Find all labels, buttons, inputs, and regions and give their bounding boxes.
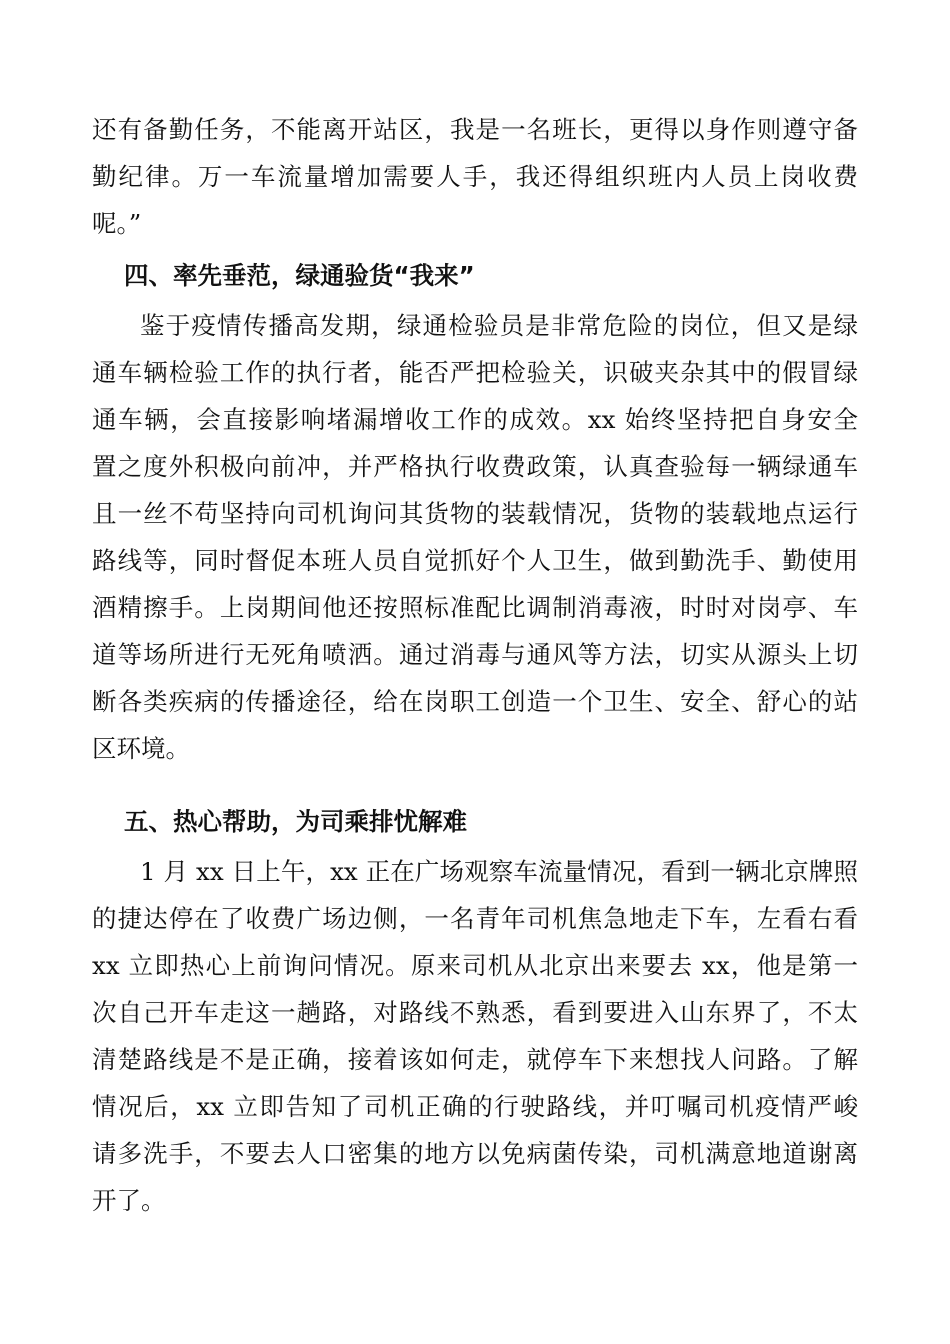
paragraph-line: 鉴于疫情传播高发期，绿通检验员是非常危险的岗位，但又是绿 bbox=[140, 311, 858, 340]
paragraph-line: 1 月 xx 日上午，xx 正在广场观察车流量情况，看到一辆北京牌照 bbox=[140, 857, 858, 886]
paragraph-line: 道等场所进行无死角喷洒。通过消毒与通风等方法，切实从源头上切 bbox=[92, 640, 858, 669]
paragraph-line: 清楚路线是不是正确，接着该如何走，就停车下来想找人问路。了解 bbox=[92, 1045, 858, 1074]
paragraph-line: 置之度外积极向前冲，并严格执行收费政策，认真查验每一辆绿通车 bbox=[92, 452, 858, 481]
paragraph-line: 的捷达停在了收费广场边侧，一名青年司机焦急地走下车，左看右看 bbox=[92, 904, 858, 933]
paragraph-line: 次自己开车走这一趟路，对路线不熟悉，看到要进入山东界了，不太 bbox=[92, 998, 858, 1027]
paragraph-line: 酒精擦手。上岗期间他还按照标准配比调制消毒液，时时对岗亭、车 bbox=[92, 593, 858, 622]
paragraph-line: 呢。” bbox=[92, 209, 142, 238]
paragraph-line: 情况后，xx 立即告知了司机正确的行驶路线，并叮嘱司机疫情严峻 bbox=[92, 1092, 858, 1121]
paragraph-line: 通车辆检验工作的执行者，能否严把检验关，识破夹杂其中的假冒绿 bbox=[92, 358, 858, 387]
paragraph-line: 断各类疾病的传播途径，给在岗职工创造一个卫生、安全、舒心的站 bbox=[92, 687, 858, 716]
paragraph-line: 且一丝不苟坚持向司机询问其货物的装载情况，货物的装载地点运行 bbox=[92, 499, 858, 528]
paragraph-line: 通车辆，会直接影响堵漏增收工作的成效。xx 始终坚持把自身安全 bbox=[92, 405, 858, 434]
paragraph-line: 区环境。 bbox=[92, 734, 190, 763]
section-heading-4: 四、率先垂范，绿通验货“我来” bbox=[124, 261, 475, 290]
paragraph-line: 路线等，同时督促本班人员自觉抓好个人卫生，做到勤洗手、勤使用 bbox=[92, 546, 858, 575]
paragraph-line: 请多洗手，不要去人口密集的地方以免病菌传染，司机满意地道谢离 bbox=[92, 1139, 858, 1168]
paragraph-line: 勤纪律。万一车流量增加需要人手，我还得组织班内人员上岗收费 bbox=[92, 162, 858, 191]
paragraph-line: 开了。 bbox=[92, 1186, 166, 1215]
paragraph-line: 还有备勤任务，不能离开站区，我是一名班长，更得以身作则遵守备 bbox=[92, 115, 858, 144]
paragraph-line: xx 立即热心上前询问情况。原来司机从北京出来要去 xx，他是第一 bbox=[92, 951, 858, 980]
section-heading-5: 五、热心帮助，为司乘排忧解难 bbox=[124, 807, 467, 836]
